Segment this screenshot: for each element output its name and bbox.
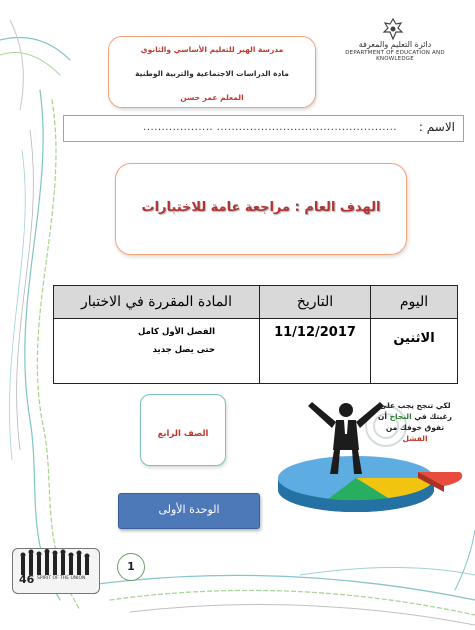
teacher-name: المعلم عمر حسن (180, 93, 244, 102)
quote-highlight: النجاح (389, 412, 412, 421)
quote-line-3: تفوق خوفك من (385, 423, 445, 432)
goal-box (115, 163, 407, 255)
school-info-box (108, 36, 316, 108)
school-name: مدرسة الهير للتعليم الأساسي والثانوي (140, 45, 284, 54)
quote-line-4: الفشل (402, 434, 428, 443)
crowd-silhouette-icon (13, 549, 99, 575)
unit-label: الوحدة الأولى (158, 503, 220, 516)
name-label: الاسم : (418, 120, 455, 134)
quote-line-1: لكي تنجح يجب على (379, 401, 451, 410)
motivational-quote (376, 400, 454, 444)
department-logo (335, 18, 455, 64)
page-number: 1 (117, 553, 145, 581)
quote-line-2-post: أن (378, 412, 387, 421)
union-spirit-badge (12, 548, 100, 594)
grade-text: الصف الرابع (157, 429, 209, 439)
header-date: التاريخ (260, 286, 371, 319)
logo-english-text: DEPARTMENT OF EDUCATION AND KNOWLEDGE (345, 50, 445, 62)
header-day: اليوم (371, 286, 458, 319)
exam-schedule-table (53, 285, 458, 384)
header-subject: المادة المقررة في الاختبار (54, 286, 260, 319)
table-row (54, 319, 458, 384)
quote-line-2 (376, 411, 454, 422)
emblem-icon (381, 18, 405, 40)
subject-line-2: حتى يصل جديد (152, 345, 215, 355)
name-dotted-line: ................................................. ................... (143, 122, 397, 133)
cell-date: 11/12/2017 (260, 319, 371, 384)
quote-line-2-pre: رغبتك في (414, 412, 452, 421)
logo-arabic-text: دائرة التعليم والمعرفة (358, 40, 432, 49)
student-name-field[interactable] (63, 115, 464, 142)
cell-subject (54, 319, 260, 384)
unit-button[interactable] (118, 493, 260, 529)
subject-line-1: الفصل الأول كامل (138, 327, 215, 337)
badge-text: SPIRIT OF THE UNION (37, 576, 86, 581)
goal-text: الهدف العام : مراجعة عامة للاختبارات (141, 200, 381, 215)
subject-name: مادة الدراسات الاجتماعية والتربية الوطنية (135, 69, 289, 78)
badge-number: 46 (19, 573, 35, 586)
grade-box (140, 394, 226, 466)
table-header-row (54, 286, 458, 319)
cell-day: الاثنين (371, 319, 458, 384)
